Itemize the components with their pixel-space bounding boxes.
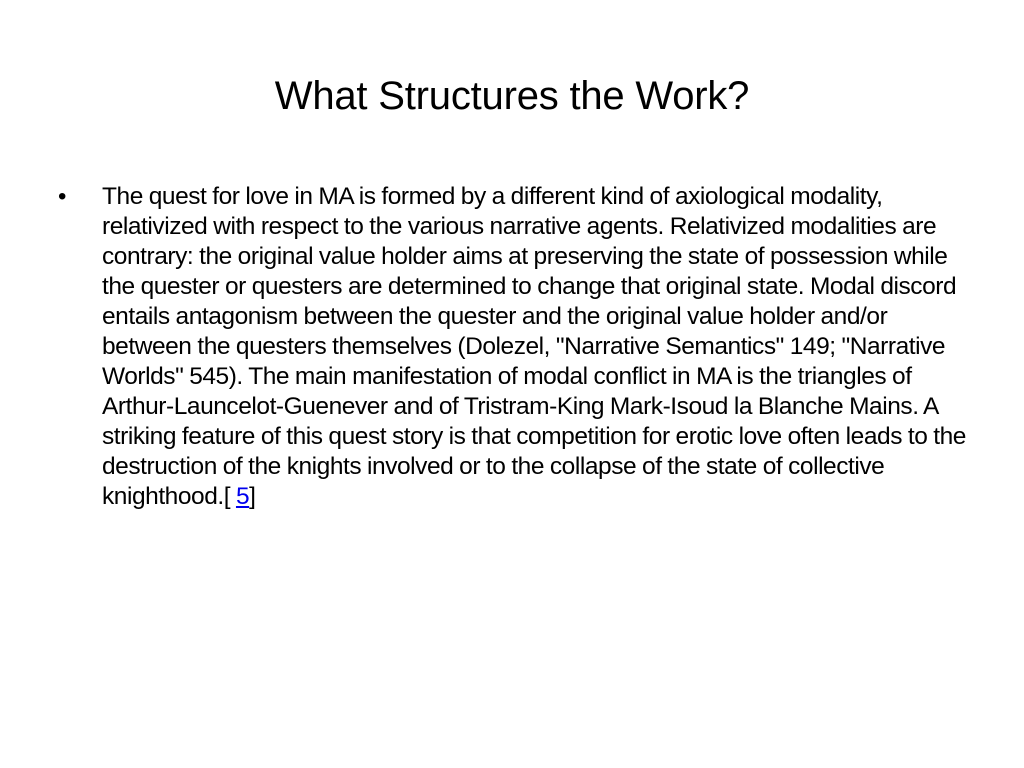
slide-title: What Structures the Work? [274,74,750,118]
bullet-text: The quest for love in MA is formed by a different kind of axiological modality, relativized with respect to the various narrative agents. Relativized modalities are contrary: the original value holder aims at preserving the state of possession while the quester or questers are determined to change that original state. Modal discord entails antagonism between the quester and the original value holder and/or between the questers themselves (Dolezel, "Narrative Semantics" 149; "Narrative Worlds" 545). The main manifestation of modal conflict in MA is the triangles of Arthur-Launcelot-Guenever and of Tristram-King Mark-Isoud la Blanche Mains. A striking feature of this quest story is that competition for erotic love often leads to the destruction of the knights involved or to the collapse of the state of collective knighthood. [102,183,966,510]
bullet-text-block [102,182,968,512]
bullet-item [56,182,968,512]
reference-link[interactable]: 5 [235,483,250,510]
bullet-icon: • [58,183,67,210]
slide-body [56,182,968,512]
reference-open-bracket: [ [223,483,236,510]
reference-close-bracket: ] [249,483,256,510]
